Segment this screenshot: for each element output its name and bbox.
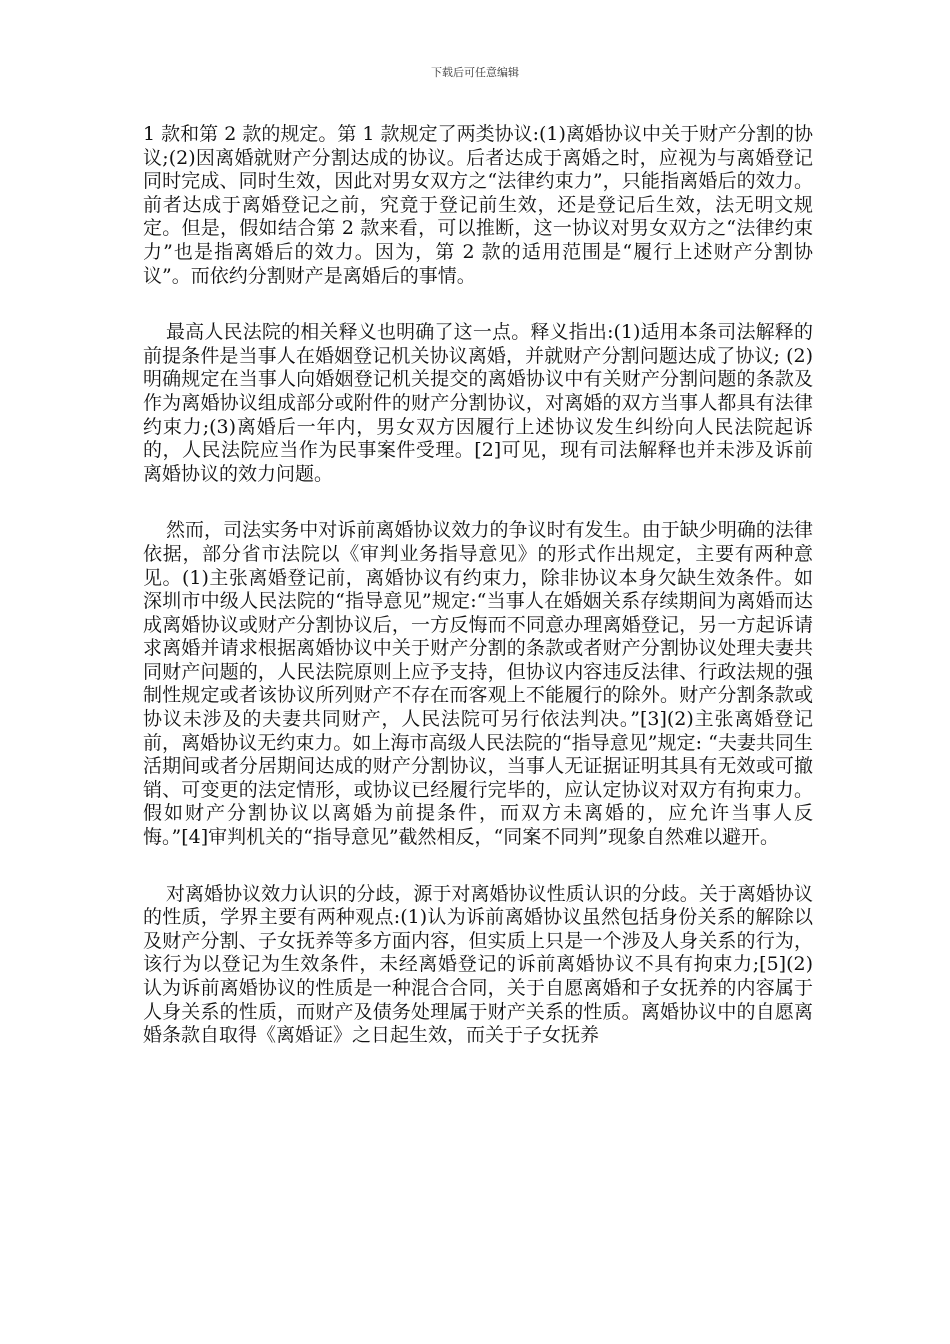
document-body	[143, 123, 813, 1081]
paragraph-3: 然而，司法实务中对诉前离婚协议效力的争议时有发生。由于缺少明确的法律依据，部分省市法院以《审判业务指导意见》的形式作出规定，主要有两种意见。(1)主张离婚登记前，离婚协议有约束力，除非协议本身欠缺生效条件。如深圳市中级人民法院的“指导意见”规定:“当事人在婚姻关系存续期间为离婚而达成离婚协议或财产分割协议后，一方反悔而不同意办理离婚登记，另一方起诉请求离婚并请求根据离婚协议中关于财产分割的条款或者财产分割协议处理夫妻共同财产问题的，人民法院原则上应予支持，但协议内容违反法律、行政法规的强制性规定或者该协议所列财产不存在而客观上不能履行的除外。财产分割条款或协议未涉及的夫妻共同财产，人民法院可另行依法判决。”[3](2)主张离婚登记前，离婚协议无约束力。如上海市高级人民法院的“指导意见”规定: “夫妻共同生活期间或者分居期间达成的财产分割协议，当事人无证据证明其具有无效或可撤销、可变更的法定情形，或协议已经履行完毕的，应认定协议对双方有拘束力。假如财产分割协议以离婚为前提条件，而双方未离婚的，应允许当事人反悔。”[4]审判机关的“指导意见”截然相反，“同案不同判”现象自然难以避开。	[143, 519, 813, 849]
page-header: 下载后可任意编辑	[431, 66, 519, 79]
paragraph-1: 1 款和第 2 款的规定。第 1 款规定了两类协议:(1)离婚协议中关于财产分割的协议;(2)因离婚就财产分割达成的协议。后者达成于离婚之时，应视为与离婚登记同时完成、同时生效，因此对男女双方之“法律约束力”，只能指离婚后的效力。前者达成于离婚登记之前，究竟于登记前生效，还是登记后生效，法无明文规定。但是，假如结合第 2 款来看，可以推断，这一协议对男女双方之“法律约束力”也是指离婚后的效力。因为，第 2 款的适用范围是“履行上述财产分割协议”。而依约分割财产是离婚后的事情。	[143, 123, 813, 287]
paragraph-2: 最高人民法院的相关释义也明确了这一点。释义指出:(1)适用本条司法解释的前提条件是当事人在婚姻登记机关协议离婚，并就财产分割问题达成了协议; (2)明确规定在当事人向婚姻登记机关提交的离婚协议中有关财产分割问题的条款及作为离婚协议组成部分或附件的财产分割协议，对离婚的双方当事人都具有法律约束力;(3)离婚后一年内，男女双方因履行上述协议发生纠纷向人民法院起诉的，人民法院应当作为民事案件受理。[2]可见，现有司法解释也并未涉及诉前离婚协议的效力问题。	[143, 321, 813, 485]
paragraph-4: 对离婚协议效力认识的分歧，源于对离婚协议性质认识的分歧。关于离婚协议的性质，学界主要有两种观点:(1)认为诉前离婚协议虽然包括身份关系的解除以及财产分割、子女抚养等多方面内容，但实质上只是一个涉及人身关系的行为，该行为以登记为生效条件，未经离婚登记的诉前离婚协议不具有拘束力;[5](2) 认为诉前离婚协议的性质是一种混合合同，关于自愿离婚和子女抚养的内容属于人身关系的性质，而财产及债务处理属于财产关系的性质。离婚协议中的自愿离婚条款自取得《离婚证》之日起生效，而关于子女抚养	[143, 882, 813, 1047]
